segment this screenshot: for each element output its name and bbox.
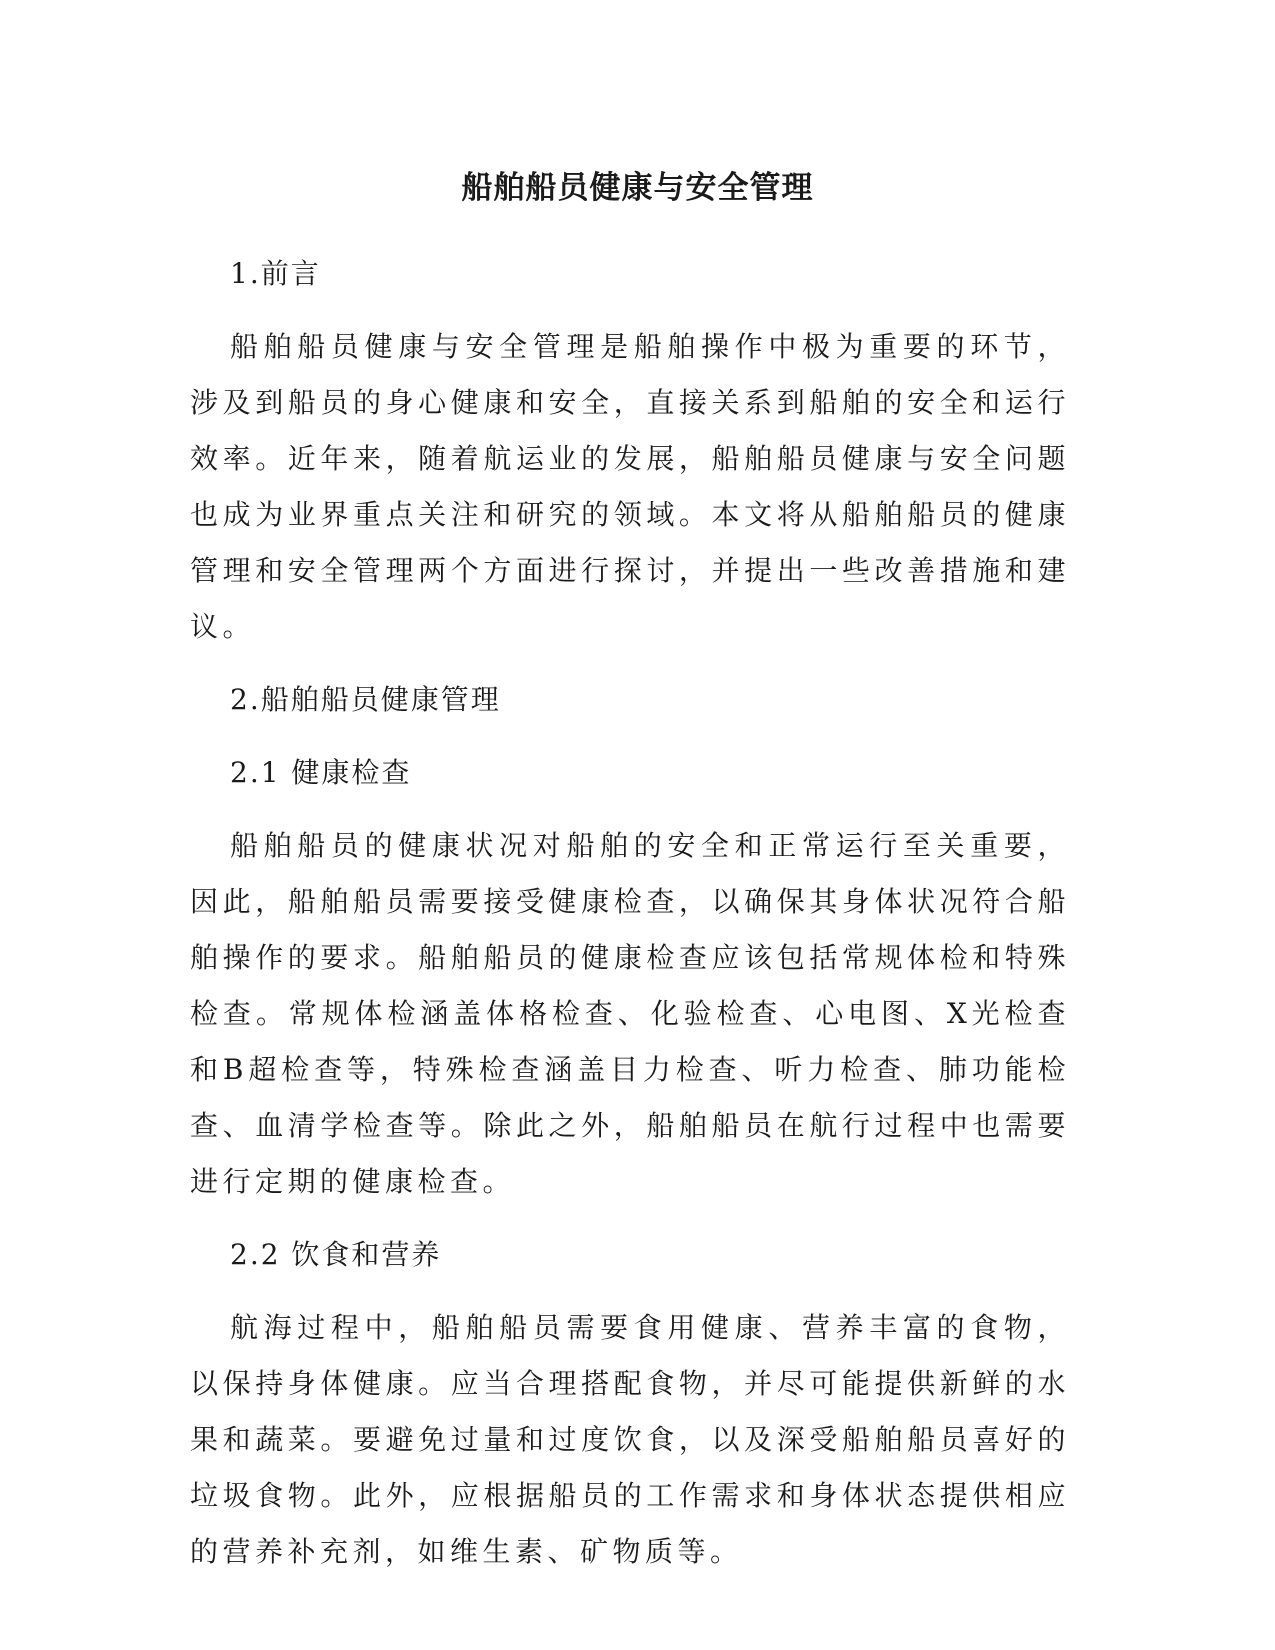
document-title: 船舶船员健康与安全管理 — [461, 170, 814, 206]
subsection-heading-health-check: 2.1 健康检查 — [230, 756, 412, 789]
subsection-heading-diet-nutrition: 2.2 饮食和营养 — [230, 1238, 442, 1271]
section-heading-intro: 1.前言 — [230, 257, 321, 290]
document-body — [190, 246, 1070, 1597]
paragraph-health-check: 船舶船员的健康状况对船舶的安全和正常运行至关重要，因此，船舶船员需要接受健康检查，以确保其身体状况符合船舶操作的要求。船舶船员的健康检查应该包括常规体检和特殊检查。常规体检涵盖体格检查、化验检查、心电图、X光检查和B超检查等，特殊检查涵盖目力检查、听力检查、肺功能检查、血清学检查等。除此之外，船舶船员在航行过程中也需要进行定期的健康检查。 — [190, 829, 1070, 1198]
section-heading-health-management: 2.船舶船员健康管理 — [230, 683, 501, 716]
paragraph-diet-nutrition: 航海过程中，船舶船员需要食用健康、营养丰富的食物，以保持身体健康。应当合理搭配食物，并尽可能提供新鲜的水果和蔬菜。要避免过量和过度饮食，以及深受船舶船员喜好的垃圾食物。此外，应根据船员的工作需求和身体状态提供相应的营养补充剂，如维生素、矿物质等。 — [190, 1311, 1070, 1568]
paragraph-intro: 船舶船员健康与安全管理是船舶操作中极为重要的环节，涉及到船员的身心健康和安全，直接关系到船舶的安全和运行效率。近年来，随着航运业的发展，船舶船员健康与安全问题也成为业界重点关注和研究的领域。本文将从船舶船员的健康管理和安全管理两个方面进行探讨，并提出一些改善措施和建议。 — [190, 330, 1070, 643]
